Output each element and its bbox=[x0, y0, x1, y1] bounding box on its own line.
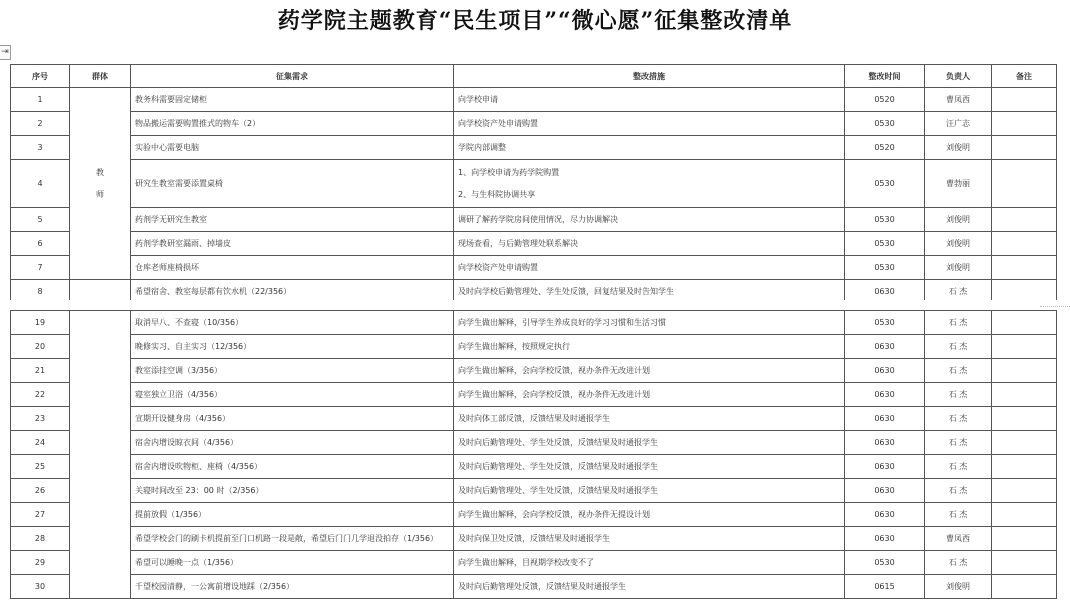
cell-no: 22 bbox=[11, 383, 70, 407]
table-row bbox=[11, 359, 1057, 383]
cell-deadline: 0630 bbox=[845, 280, 925, 304]
table-row bbox=[11, 335, 1057, 359]
cell-measure: 调研了解药学院房间使用情况，尽力协调解决 bbox=[454, 208, 845, 232]
cell-deadline: 0630 bbox=[845, 335, 925, 359]
cell-deadline: 0630 bbox=[845, 383, 925, 407]
cell-owner: 刘俊明 bbox=[925, 208, 992, 232]
cell-no: 30 bbox=[11, 575, 70, 599]
cell-deadline: 0520 bbox=[845, 136, 925, 160]
cell-no: 6 bbox=[11, 232, 70, 256]
cell-measure: 及时向体工部反馈，反馈结果及时通报学生 bbox=[454, 407, 845, 431]
table-row bbox=[11, 479, 1057, 503]
cell-deadline: 0530 bbox=[845, 232, 925, 256]
cell-remark bbox=[992, 88, 1057, 112]
document-title: 药学院主题教育“民生项目”“微心愿”征集整改清单 bbox=[277, 8, 793, 34]
expand-arrow-icon[interactable]: ⇥ bbox=[0, 45, 11, 60]
cell-measure: 及时向学校后勤管理处、学生处反馈，回复结果及时告知学生 bbox=[454, 280, 845, 304]
cell-deadline: 0530 bbox=[845, 551, 925, 575]
cell-measure: 向学校资产处申请购置 bbox=[454, 112, 845, 136]
cell-no: 3 bbox=[11, 136, 70, 160]
cell-no: 19 bbox=[11, 311, 70, 335]
page-break-marker bbox=[1040, 306, 1070, 307]
cell-request: 宣期开设健身房（4/356） bbox=[131, 407, 454, 431]
cell-owner: 石 杰 bbox=[925, 551, 992, 575]
cell-request: 研究生教室需要添置桌椅 bbox=[131, 160, 454, 208]
cell-owner: 石 杰 bbox=[925, 335, 992, 359]
table-row bbox=[11, 208, 1057, 232]
cell-deadline: 0530 bbox=[845, 112, 925, 136]
cell-measure: 及时向后勤管理处、学生处反馈，反馈结果及时通报学生 bbox=[454, 431, 845, 455]
cell-owner: 刘俊明 bbox=[925, 256, 992, 280]
cell-remark bbox=[992, 136, 1057, 160]
cell-owner: 曹凤西 bbox=[925, 527, 992, 551]
header-owner: 负责人 bbox=[925, 65, 992, 88]
table-row bbox=[11, 88, 1057, 112]
cell-request: 寝室独立卫浴（4/356） bbox=[131, 383, 454, 407]
cell-owner: 石 杰 bbox=[925, 479, 992, 503]
cell-remark bbox=[992, 311, 1057, 335]
cell-owner: 石 杰 bbox=[925, 359, 992, 383]
cell-owner: 汪广志 bbox=[925, 112, 992, 136]
table-row bbox=[11, 232, 1057, 256]
cell-remark bbox=[992, 335, 1057, 359]
cell-measure: 向学生做出解释，会向学校反馈，视办条件无提设计划 bbox=[454, 503, 845, 527]
cell-remark bbox=[992, 431, 1057, 455]
cell-request: 千望校园清静，一公寓前增设地踩（2/356） bbox=[131, 575, 454, 599]
cell-measure: 及时向保卫处反馈，反馈结果及时通报学生 bbox=[454, 527, 845, 551]
cell-owner: 石 杰 bbox=[925, 431, 992, 455]
cell-no: 1 bbox=[11, 88, 70, 112]
table-row bbox=[11, 503, 1057, 527]
cell-category bbox=[70, 311, 131, 599]
cell-deadline: 0630 bbox=[845, 479, 925, 503]
header-no: 序号 bbox=[11, 65, 70, 88]
cell-no: 29 bbox=[11, 551, 70, 575]
cell-no: 23 bbox=[11, 407, 70, 431]
cell-remark bbox=[992, 160, 1057, 208]
cell-owner: 石 杰 bbox=[925, 407, 992, 431]
cell-owner: 石 杰 bbox=[925, 503, 992, 527]
cell-measure: 向学校资产处申请购置 bbox=[454, 256, 845, 280]
cell-remark bbox=[992, 256, 1057, 280]
cell-deadline: 0630 bbox=[845, 431, 925, 455]
cell-deadline: 0530 bbox=[845, 256, 925, 280]
header-deadline: 整改时间 bbox=[845, 65, 925, 88]
group-cell-teachers bbox=[70, 88, 131, 280]
cell-request: 关寝时间改至 23：00 时（2/356） bbox=[131, 479, 454, 503]
cell-owner: 曹凤西 bbox=[925, 88, 992, 112]
header-category: 群体 bbox=[70, 65, 131, 88]
table-row bbox=[11, 575, 1057, 599]
cell-owner: 石 杰 bbox=[925, 383, 992, 407]
cell-owner: 石 杰 bbox=[925, 311, 992, 335]
cell-remark bbox=[992, 455, 1057, 479]
cell-request: 希望可以睡晚一点（1/356） bbox=[131, 551, 454, 575]
cell-no: 8 bbox=[11, 280, 70, 304]
cell-remark bbox=[992, 407, 1057, 431]
cell-owner: 刘俊明 bbox=[925, 136, 992, 160]
cell-no: 28 bbox=[11, 527, 70, 551]
cell-owner: 刘俊明 bbox=[925, 232, 992, 256]
table-row bbox=[11, 311, 1057, 335]
cell-deadline: 0630 bbox=[845, 527, 925, 551]
requests-table-part1 bbox=[10, 64, 1057, 304]
cell-deadline: 0530 bbox=[845, 160, 925, 208]
cell-request: 教务科需要固定储柜 bbox=[131, 88, 454, 112]
cell-measure: 向学生做出解释，会向学校反馈，视办条件无改进计划 bbox=[454, 383, 845, 407]
cell-measure: 向学生做出解释，目视期学校改变不了 bbox=[454, 551, 845, 575]
cell-no: 5 bbox=[11, 208, 70, 232]
cell-measure: 及时向后勤管理处反馈，反馈结果及时通报学生 bbox=[454, 575, 845, 599]
table-header-row bbox=[11, 65, 1057, 88]
cell-remark bbox=[992, 575, 1057, 599]
cell-deadline: 0630 bbox=[845, 407, 925, 431]
table-row bbox=[11, 407, 1057, 431]
measure-line: 1、向学校申请为药学院购置 bbox=[458, 167, 560, 177]
cell-remark bbox=[992, 551, 1057, 575]
cell-no: 27 bbox=[11, 503, 70, 527]
cell-no: 26 bbox=[11, 479, 70, 503]
header-remark: 备注 bbox=[992, 65, 1057, 88]
table-row bbox=[11, 112, 1057, 136]
cell-deadline: 0630 bbox=[845, 359, 925, 383]
table-row bbox=[11, 160, 1057, 208]
table-row bbox=[11, 551, 1057, 575]
cell-measure: 及时向后勤管理处、学生处反馈，反馈结果及时通报学生 bbox=[454, 455, 845, 479]
cell-deadline: 0630 bbox=[845, 455, 925, 479]
cell-measure: 向学生做出解释，引导学生养成良好的学习习惯和生活习惯 bbox=[454, 311, 845, 335]
cell-measure: 学院内部调整 bbox=[454, 136, 845, 160]
cell-no: 25 bbox=[11, 455, 70, 479]
cell-deadline: 0630 bbox=[845, 503, 925, 527]
cell-request: 宿舍内增设晾衣间（4/356） bbox=[131, 431, 454, 455]
cell-request: 希望宿舍、教室每层都有饮水机（22/356） bbox=[131, 280, 454, 304]
cell-deadline: 0615 bbox=[845, 575, 925, 599]
cell-owner: 石 杰 bbox=[925, 280, 992, 304]
cell-no: 21 bbox=[11, 359, 70, 383]
cell-deadline: 0530 bbox=[845, 311, 925, 335]
cell-no: 2 bbox=[11, 112, 70, 136]
table-row bbox=[11, 256, 1057, 280]
cell-remark bbox=[992, 383, 1057, 407]
cell-request: 物品搬运需要购置推式的物车（2） bbox=[131, 112, 454, 136]
cell-measure bbox=[454, 160, 845, 208]
cell-request: 教室添挂空调（3/356） bbox=[131, 359, 454, 383]
cell-remark bbox=[992, 503, 1057, 527]
table-row bbox=[11, 527, 1057, 551]
cell-request: 药剂学教研室漏雨、掉墙皮 bbox=[131, 232, 454, 256]
cell-remark bbox=[992, 359, 1057, 383]
cell-remark bbox=[992, 232, 1057, 256]
cell-measure: 现场查看，与后勤管理处联系解决 bbox=[454, 232, 845, 256]
cell-remark bbox=[992, 208, 1057, 232]
cell-request: 实验中心需要电脑 bbox=[131, 136, 454, 160]
cell-request: 晚修实习、自主实习（12/356） bbox=[131, 335, 454, 359]
requests-table-part2 bbox=[10, 310, 1057, 599]
cell-request: 药剂学无研究生教室 bbox=[131, 208, 454, 232]
header-request: 征集需求 bbox=[131, 65, 454, 88]
cell-measure: 向学生做出解释，按照规定执行 bbox=[454, 335, 845, 359]
header-measure: 整改措施 bbox=[454, 65, 845, 88]
measure-line: 2、与生科院协调共享 bbox=[458, 189, 536, 199]
cell-no: 20 bbox=[11, 335, 70, 359]
table-row bbox=[11, 455, 1057, 479]
cell-remark bbox=[992, 527, 1057, 551]
cell-deadline: 0530 bbox=[845, 208, 925, 232]
cell-remark bbox=[992, 112, 1057, 136]
cell-remark bbox=[992, 479, 1057, 503]
cell-owner: 石 杰 bbox=[925, 455, 992, 479]
table-row bbox=[11, 383, 1057, 407]
cell-no: 7 bbox=[11, 256, 70, 280]
cell-owner: 曹勃丽 bbox=[925, 160, 992, 208]
cell-no: 24 bbox=[11, 431, 70, 455]
cell-request: 希望学校会门的刷卡机提前至门口机路一段是敞，希望后门门几学退没拍存（1/356） bbox=[131, 527, 454, 551]
cell-measure: 向学校申请 bbox=[454, 88, 845, 112]
cell-request: 提前放假（1/356） bbox=[131, 503, 454, 527]
cell-deadline: 0520 bbox=[845, 88, 925, 112]
cell-request: 取消早八、不查寝（10/356） bbox=[131, 311, 454, 335]
cell-request: 宿舍内增设吹物柜、座椅（4/356） bbox=[131, 455, 454, 479]
page-break-gap bbox=[0, 300, 1070, 310]
cell-measure: 及时向后勤管理处、学生处反馈，反馈结果及时通报学生 bbox=[454, 479, 845, 503]
table-row bbox=[11, 136, 1057, 160]
cell-owner: 刘俊明 bbox=[925, 575, 992, 599]
cell-request: 仓库老师座椅损坏 bbox=[131, 256, 454, 280]
group-label-char: 教 bbox=[96, 167, 104, 177]
cell-measure: 向学生做出解释，会向学校反馈，视办条件无改进计划 bbox=[454, 359, 845, 383]
group-label-char: 师 bbox=[96, 189, 104, 199]
cell-no: 4 bbox=[11, 160, 70, 208]
table-row bbox=[11, 431, 1057, 455]
